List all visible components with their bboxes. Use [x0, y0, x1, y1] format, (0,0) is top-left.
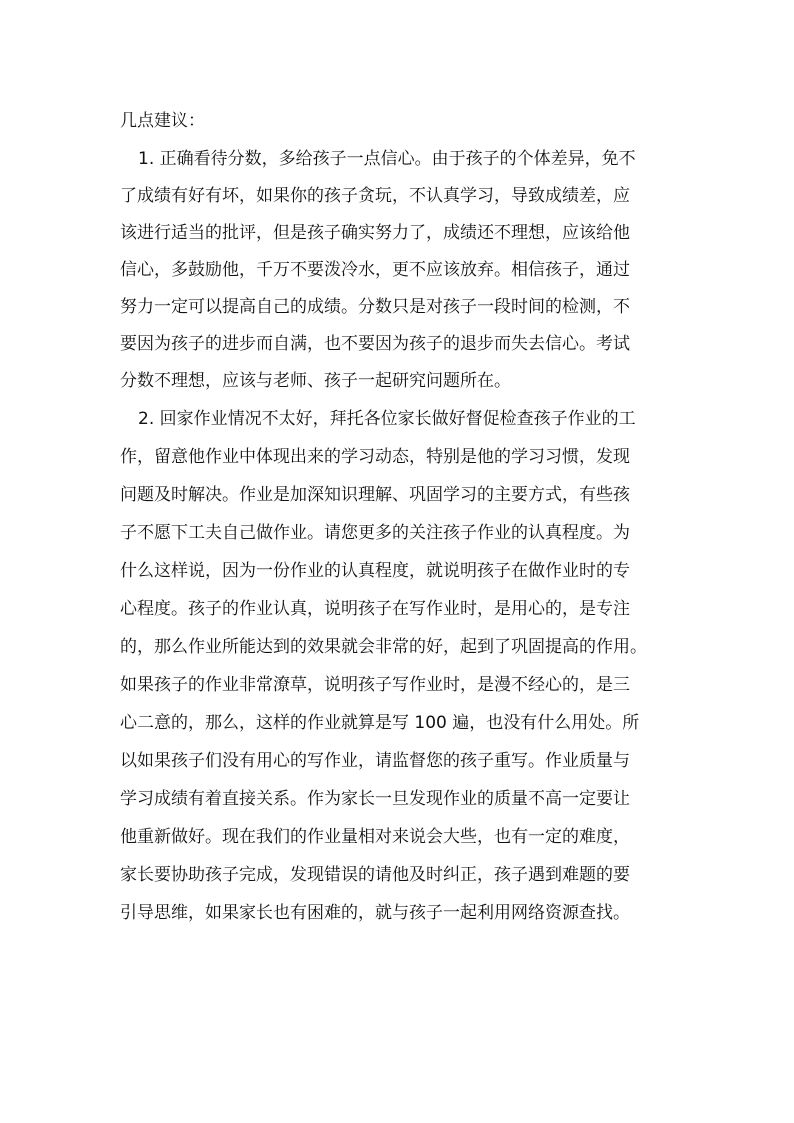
item1-line-4: 信心，多鼓励他，千万不要泼冷水，更不应该放弃。相信孩子，通过	[120, 260, 630, 280]
item1-line-6: 要因为孩子的进步而自满，也不要因为孩子的退步而失去信心。考试	[120, 334, 630, 354]
item1-line-7: 分数不理想，应该与老师、孩子一起研究问题所在。	[120, 371, 511, 391]
item1-line-2: 了成绩有好有坏，如果你的孩子贪玩，不认真学习，导致成绩差，应	[120, 186, 630, 206]
item2-line-7: 的，那么作业所能达到的效果就会非常的好，起到了巩固提高的作用。	[120, 637, 647, 657]
item2-line-13: 家长要协助孩子完成，发现错误的请他及时纠正，孩子遇到难题的要	[120, 865, 630, 885]
item1-line-5: 努力一定可以提高自己的成绩。分数只是对孩子一段时间的检测，不	[120, 297, 630, 317]
item2-line-4: 子不愿下工夫自己做作业。请您更多的关注孩子作业的认真程度。为	[120, 523, 630, 543]
section-heading: 几点建议：	[120, 111, 205, 131]
item2-line-11: 学习成绩有着直接关系。作为家长一旦发现作业的质量不高一定要让	[120, 789, 630, 809]
item2-line-3: 问题及时解决。作业是加深知识理解、巩固学习的主要方式，有些孩	[120, 485, 630, 505]
item2-line-6: 心程度。孩子的作业认真，说明孩子在写作业时，是用心的，是专注	[120, 599, 630, 619]
item2-line-10: 以如果孩子们没有用心的写作业，请监督您的孩子重写。作业质量与	[120, 751, 630, 771]
item2-line-5: 什么这样说，因为一份作业的认真程度，就说明孩子在做作业时的专	[120, 561, 630, 581]
item1-line-3: 该进行适当的批评，但是孩子确实努力了，成绩还不理想，应该给他	[120, 223, 630, 243]
item2-line-12: 他重新做好。现在我们的作业量相对来说会大些，也有一定的难度，	[120, 827, 630, 847]
item2-line-2: 作，留意他作业中体现出来的学习动态，特别是他的学习习惯，发现	[120, 447, 630, 467]
item2-line-1: 2. 回家作业情况不太好，拜托各位家长做好督促检查孩子作业的工	[138, 409, 636, 429]
item2-line-9: 心二意的，那么，这样的作业就算是写 100 遍，也没有什么用处。所	[120, 713, 640, 733]
item1-line-1: 1. 正确看待分数，多给孩子一点信心。由于孩子的个体差异，免不	[138, 149, 636, 169]
item2-line-14: 引导思维，如果家长也有困难的，就与孩子一起利用网络资源查找。	[120, 903, 630, 923]
item2-line-8: 如果孩子的作业非常潦草，说明孩子写作业时，是漫不经心的，是三	[120, 675, 630, 695]
